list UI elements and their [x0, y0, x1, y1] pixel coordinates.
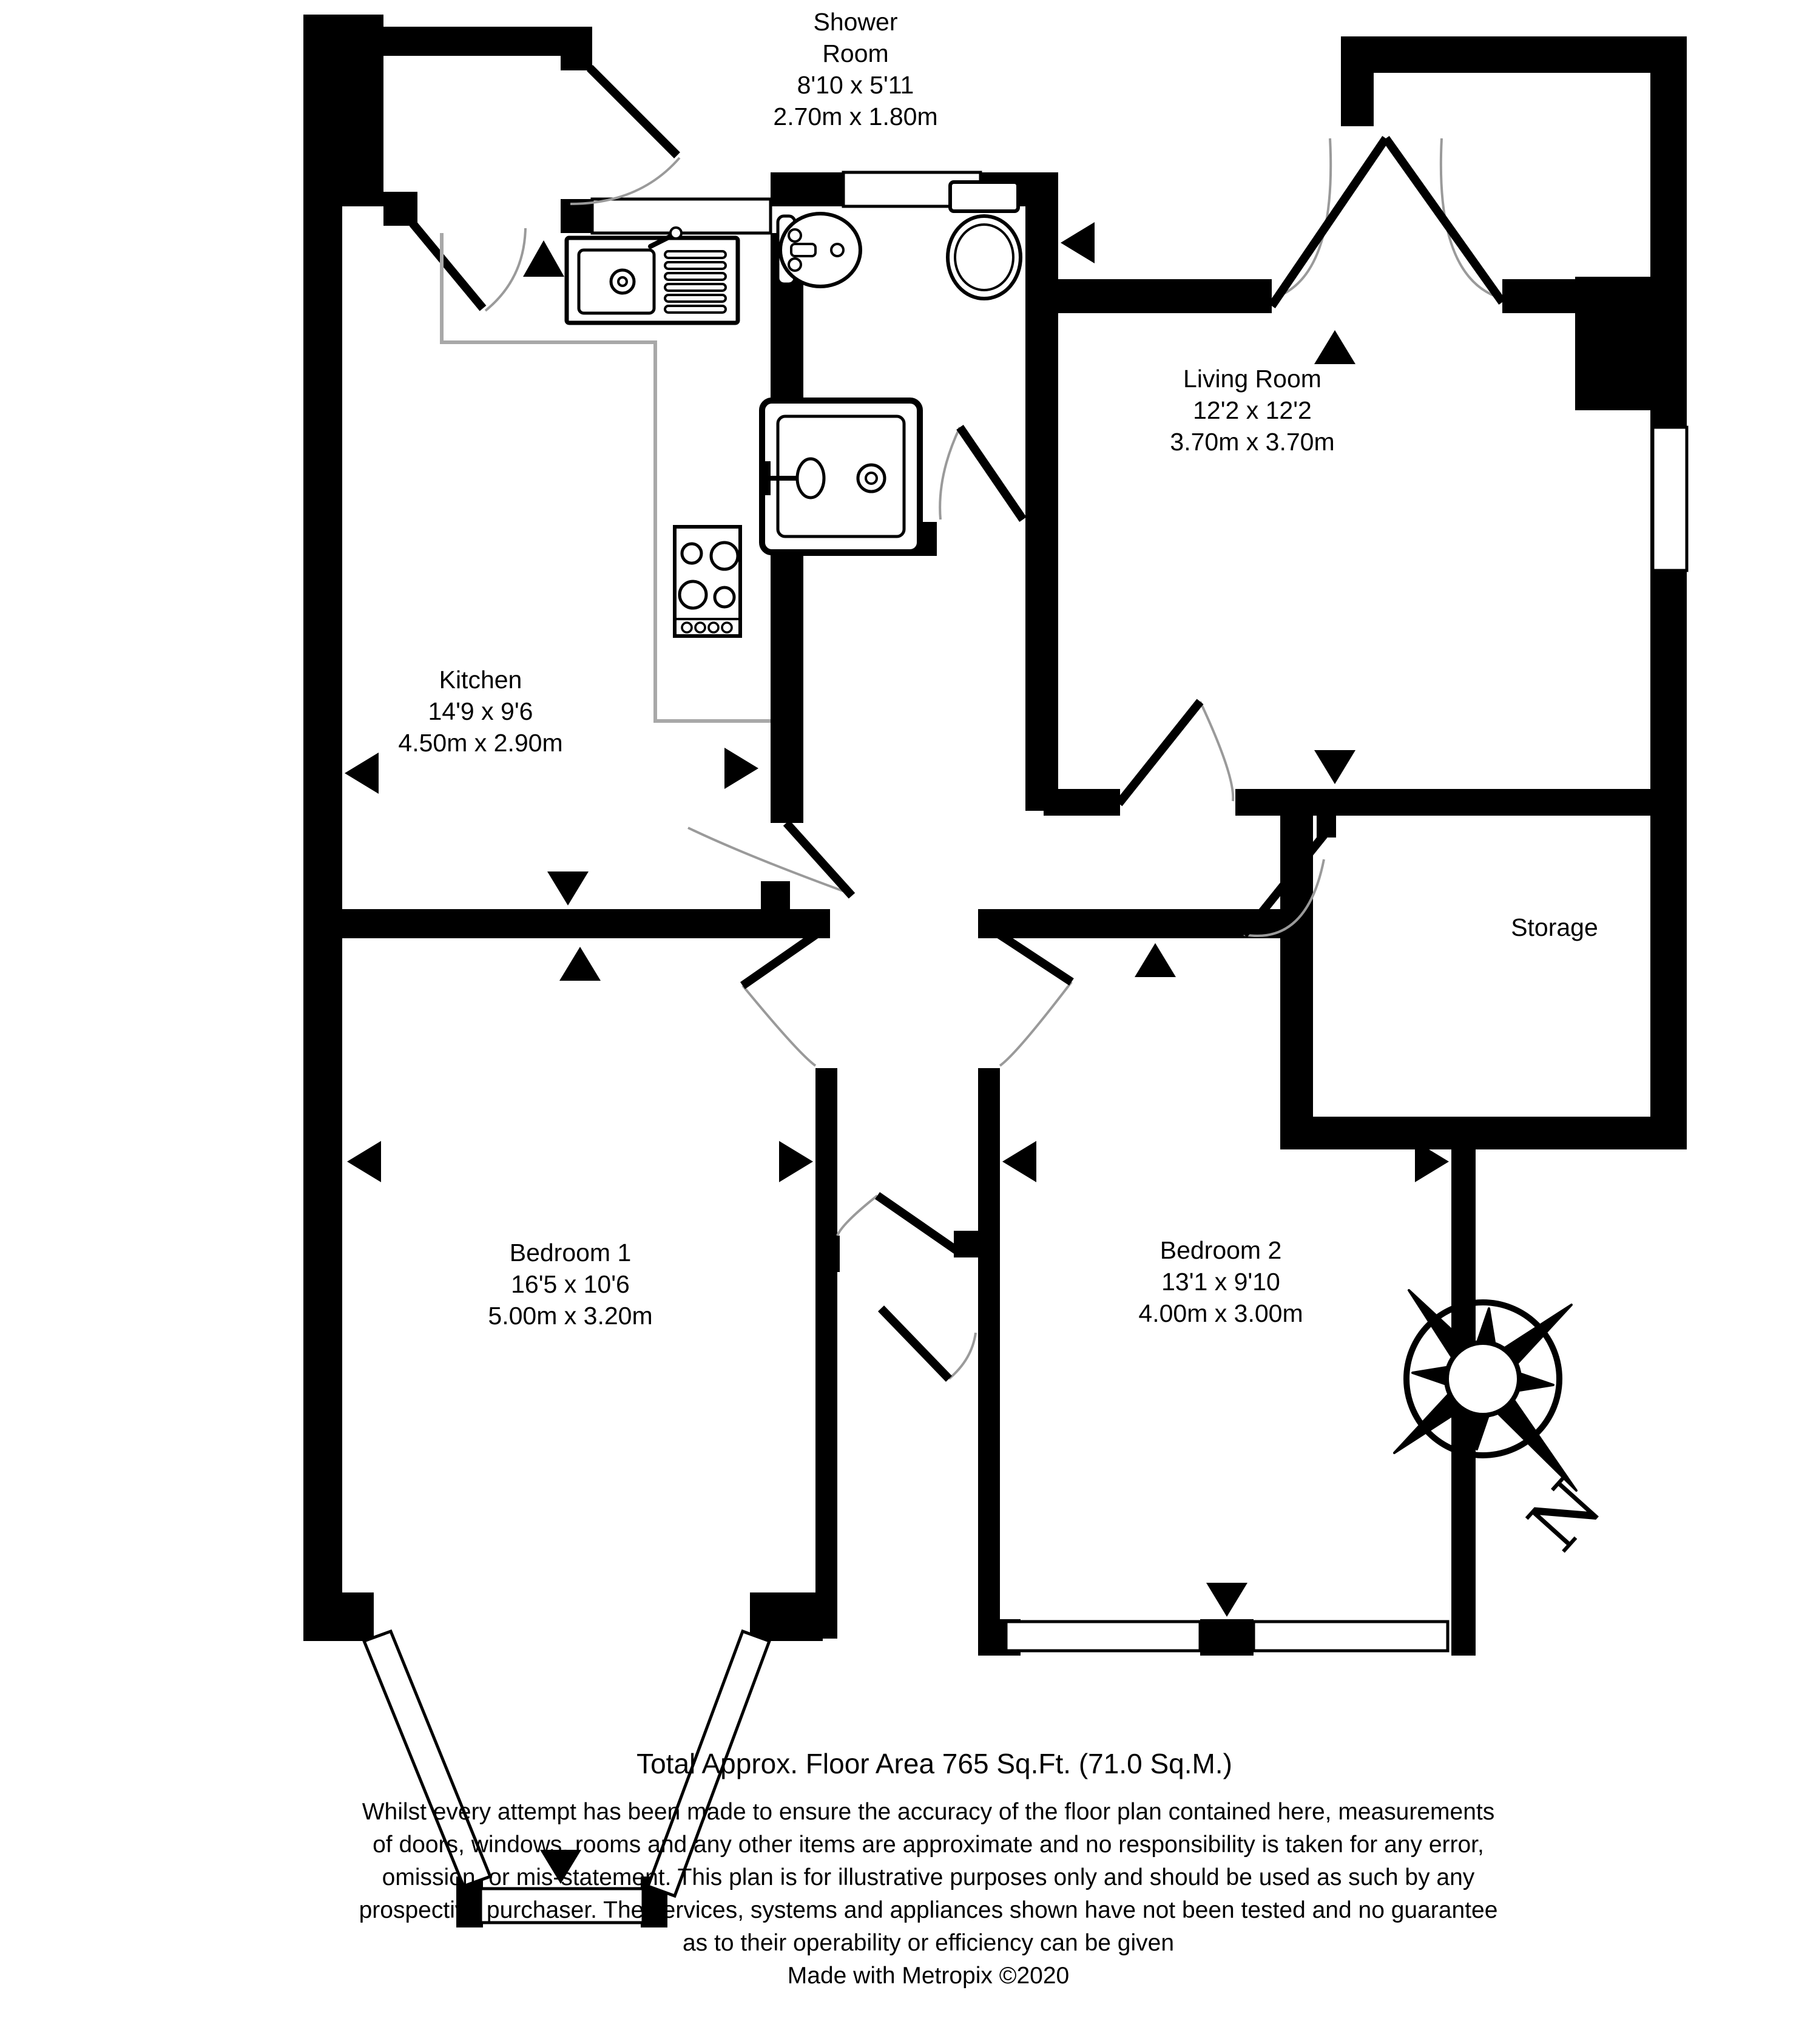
- wall: [978, 1068, 1000, 1656]
- total-floor-area: Total Approx. Floor Area 765 Sq.Ft. (71.0 Sq.M.): [636, 1748, 1232, 1779]
- room-label-shower: [773, 7, 937, 134]
- room-name: Living Room: [1183, 365, 1321, 393]
- wall: [815, 1236, 840, 1272]
- closet-door: [881, 1308, 949, 1379]
- bedroom2-window: [1006, 1622, 1200, 1651]
- wall: [1309, 1117, 1687, 1149]
- wall: [815, 1068, 837, 1639]
- wall: [303, 15, 342, 1592]
- compass-rose: [1394, 1290, 1618, 1567]
- measure-triangle-up: [1314, 330, 1355, 364]
- wall: [1341, 36, 1687, 73]
- wall: [761, 881, 790, 910]
- door-arc: [1272, 138, 1331, 299]
- door-arc: [1200, 702, 1233, 801]
- walls: [303, 15, 1687, 1927]
- disclaimer-line: prospective purchaser. The services, systems and appliances shown have not been tested and no guarantee: [359, 1897, 1498, 1924]
- disclaimer-line: omission, or mis-statement. This plan is for illustrative purposes only and should be used as such by any: [382, 1864, 1475, 1891]
- wall: [1044, 789, 1120, 816]
- room-name-line: Room: [822, 40, 889, 68]
- disclaimer-line: as to their operability or efficiency can be given: [682, 1930, 1175, 1957]
- room-label-kitchen: [398, 665, 562, 760]
- shower-room-door: [960, 427, 1023, 519]
- room-name: Bedroom 2: [1159, 1237, 1282, 1265]
- room-name: Kitchen: [439, 666, 522, 694]
- toilet: [948, 182, 1021, 299]
- disclaimer-line: of doors, windows, rooms and any other items are approximate and no responsibility is taken for any error,: [373, 1832, 1484, 1858]
- room-dim-imperial: 8'10 x 5'11: [797, 72, 914, 100]
- room-label-living: [1170, 364, 1334, 459]
- room-label-bedroom2: [1138, 1236, 1303, 1330]
- door-arc: [940, 427, 960, 519]
- measure-triangle-up: [1135, 943, 1176, 977]
- wall: [1235, 789, 1687, 816]
- wall: [954, 1231, 981, 1257]
- kitchen-window: [592, 199, 771, 233]
- french-door: [1386, 138, 1502, 302]
- shower-tray: [762, 401, 920, 552]
- door-arc: [1441, 138, 1502, 299]
- measure-triangle-down: [547, 871, 589, 905]
- french-door: [1272, 138, 1386, 306]
- door-arc: [743, 986, 815, 1066]
- credit-line: Made with Metropix ©2020: [787, 1963, 1070, 1989]
- wall: [303, 1592, 374, 1641]
- room-dim-imperial: 16'5 x 10'6: [511, 1271, 630, 1299]
- room-dim-imperial: 13'1 x 9'10: [1161, 1268, 1280, 1296]
- room-dim-imperial: 14'9 x 9'6: [428, 698, 533, 726]
- measure-triangle-left: [347, 1141, 381, 1182]
- measure-triangle-right: [724, 748, 758, 789]
- bedroom2-window: [1254, 1622, 1448, 1651]
- measure-triangle-left: [1061, 222, 1095, 263]
- wall: [383, 192, 417, 226]
- room-dim-metric: 2.70m x 1.80m: [773, 103, 938, 131]
- living-room-door: [1119, 702, 1200, 804]
- room-dim-metric: 5.00m x 3.20m: [488, 1302, 653, 1330]
- measure-triangle-right: [779, 1141, 813, 1182]
- room-name-line: Shower: [813, 8, 898, 36]
- kitchen-door: [786, 823, 852, 896]
- measure-triangle-up: [523, 240, 564, 277]
- disclaimer-line: Whilst every attempt has been made to ensure the accuracy of the floor plan contained here, measurements: [362, 1799, 1495, 1826]
- hob: [675, 527, 740, 636]
- measure-triangle-left: [345, 753, 379, 794]
- living-room-window: [1653, 427, 1687, 570]
- measure-triangle-up: [559, 947, 601, 981]
- disclaimer: [359, 1796, 1498, 1993]
- door-arc: [1000, 982, 1072, 1066]
- door-arc: [485, 228, 525, 311]
- wall: [342, 909, 830, 938]
- entrance-door: [590, 68, 677, 155]
- door-arc: [837, 1196, 877, 1236]
- measure-triangle-left: [1002, 1141, 1036, 1182]
- room-name: Bedroom 1: [509, 1239, 632, 1267]
- closet-door: [877, 1196, 956, 1250]
- entrance-door: [413, 223, 483, 308]
- wall: [801, 1609, 835, 1639]
- compass-north-label: N: [1513, 1463, 1618, 1568]
- room-label-bedroom1: [488, 1238, 652, 1333]
- basin: [778, 214, 860, 286]
- room-dim-metric: 4.50m x 2.90m: [398, 729, 563, 757]
- room-name: Storage: [1511, 914, 1598, 942]
- wall: [1058, 279, 1272, 313]
- wall: [1200, 1619, 1254, 1656]
- wall: [1451, 1619, 1476, 1656]
- wall: [771, 172, 843, 206]
- kitchen-sink: [567, 228, 738, 323]
- wall: [561, 27, 592, 70]
- room-dim-imperial: 12'2 x 12'2: [1193, 397, 1312, 425]
- measure-triangle-down: [1314, 750, 1355, 784]
- door-arc: [570, 158, 680, 204]
- room-label-storage: [1511, 913, 1598, 944]
- wall: [342, 27, 592, 56]
- room-dim-metric: 4.00m x 3.00m: [1138, 1300, 1303, 1328]
- wall: [1650, 73, 1687, 1149]
- wall: [1502, 279, 1575, 313]
- wall: [1025, 172, 1058, 811]
- door-arc: [949, 1333, 976, 1379]
- measure-triangle-down: [1206, 1583, 1247, 1617]
- room-dim-metric: 3.70m x 3.70m: [1170, 428, 1335, 456]
- wall: [1341, 73, 1374, 126]
